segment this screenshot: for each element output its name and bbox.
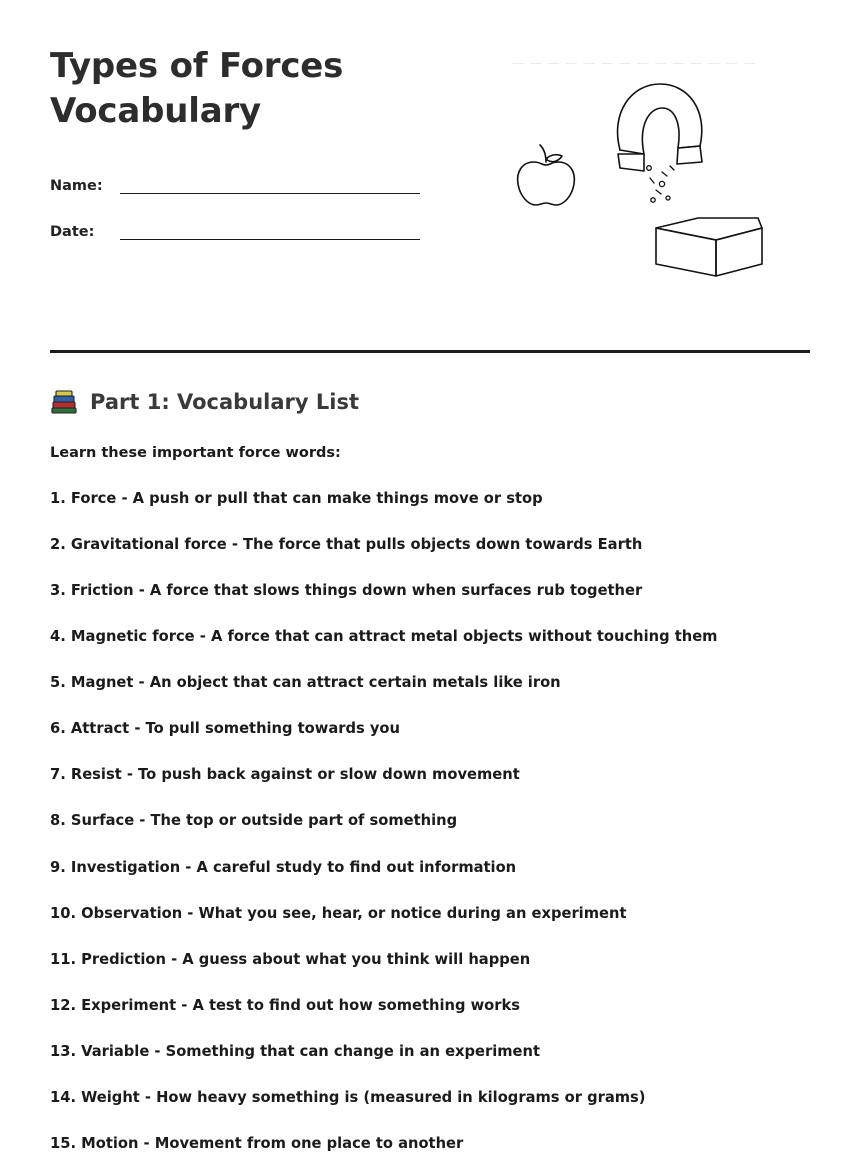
list-item: 13. Variable - Something that can change in an experiment <box>50 1043 541 1061</box>
page-title-line-2: Vocabulary <box>50 90 261 131</box>
header-divider <box>50 350 810 353</box>
list-item: 1. Force - A push or pull that can make things move or stop <box>50 489 543 507</box>
list-item: 4. Magnetic force - A force that can attract metal objects without touching them <box>50 627 718 645</box>
list-item: 6. Attract - To pull something towards you <box>50 720 400 738</box>
magnet-sparks-icon <box>647 166 674 203</box>
list-item: 5. Magnet - An object that can attract certain metals like iron <box>50 674 561 692</box>
list-item: 8. Surface - The top or outside part of something <box>50 812 458 830</box>
list-item: 12. Experiment - A test to find out how something works <box>50 997 521 1015</box>
apple-icon <box>518 145 575 205</box>
list-item: 11. Prediction - A guess about what you think will happen <box>50 950 531 968</box>
list-item: 3. Friction - A force that slows things down when surfaces rub together <box>50 581 643 599</box>
list-item: 2. Gravitational force - The force that pulls objects down towards Earth <box>50 535 643 553</box>
section-title: Part 1: Vocabulary List <box>90 390 360 414</box>
list-item: 15. Motion - Movement from one place to another <box>50 1135 464 1153</box>
forces-illustration-svg <box>510 50 810 280</box>
list-item: 9. Investigation - A careful study to find out information <box>50 858 517 876</box>
worksheet-header <box>50 44 810 344</box>
list-item: 10. Observation - What you see, hear, or notice during an experiment <box>50 904 627 922</box>
list-item: 14. Weight - How heavy something is (measured in kilograms or grams) <box>50 1089 646 1107</box>
illustration-faint-text: — — — — — — — — — — — — — — <box>512 56 757 70</box>
page-title-line-1: Types of Forces <box>50 46 344 86</box>
vocabulary-lead-in: Learn these important force words: <box>50 445 341 461</box>
books-icon <box>50 389 78 415</box>
name-input[interactable] <box>120 176 420 194</box>
section-header <box>50 389 810 415</box>
page-title <box>50 44 510 134</box>
name-field-label: Name: <box>50 177 103 194</box>
vocabulary-list <box>50 490 810 1154</box>
horseshoe-magnet-icon <box>618 84 702 171</box>
box-icon <box>656 218 762 276</box>
date-input[interactable] <box>120 222 420 240</box>
list-item: 7. Resist - To push back against or slow down movement <box>50 766 520 784</box>
date-field-label: Date: <box>50 223 95 240</box>
header-illustration <box>510 50 810 280</box>
